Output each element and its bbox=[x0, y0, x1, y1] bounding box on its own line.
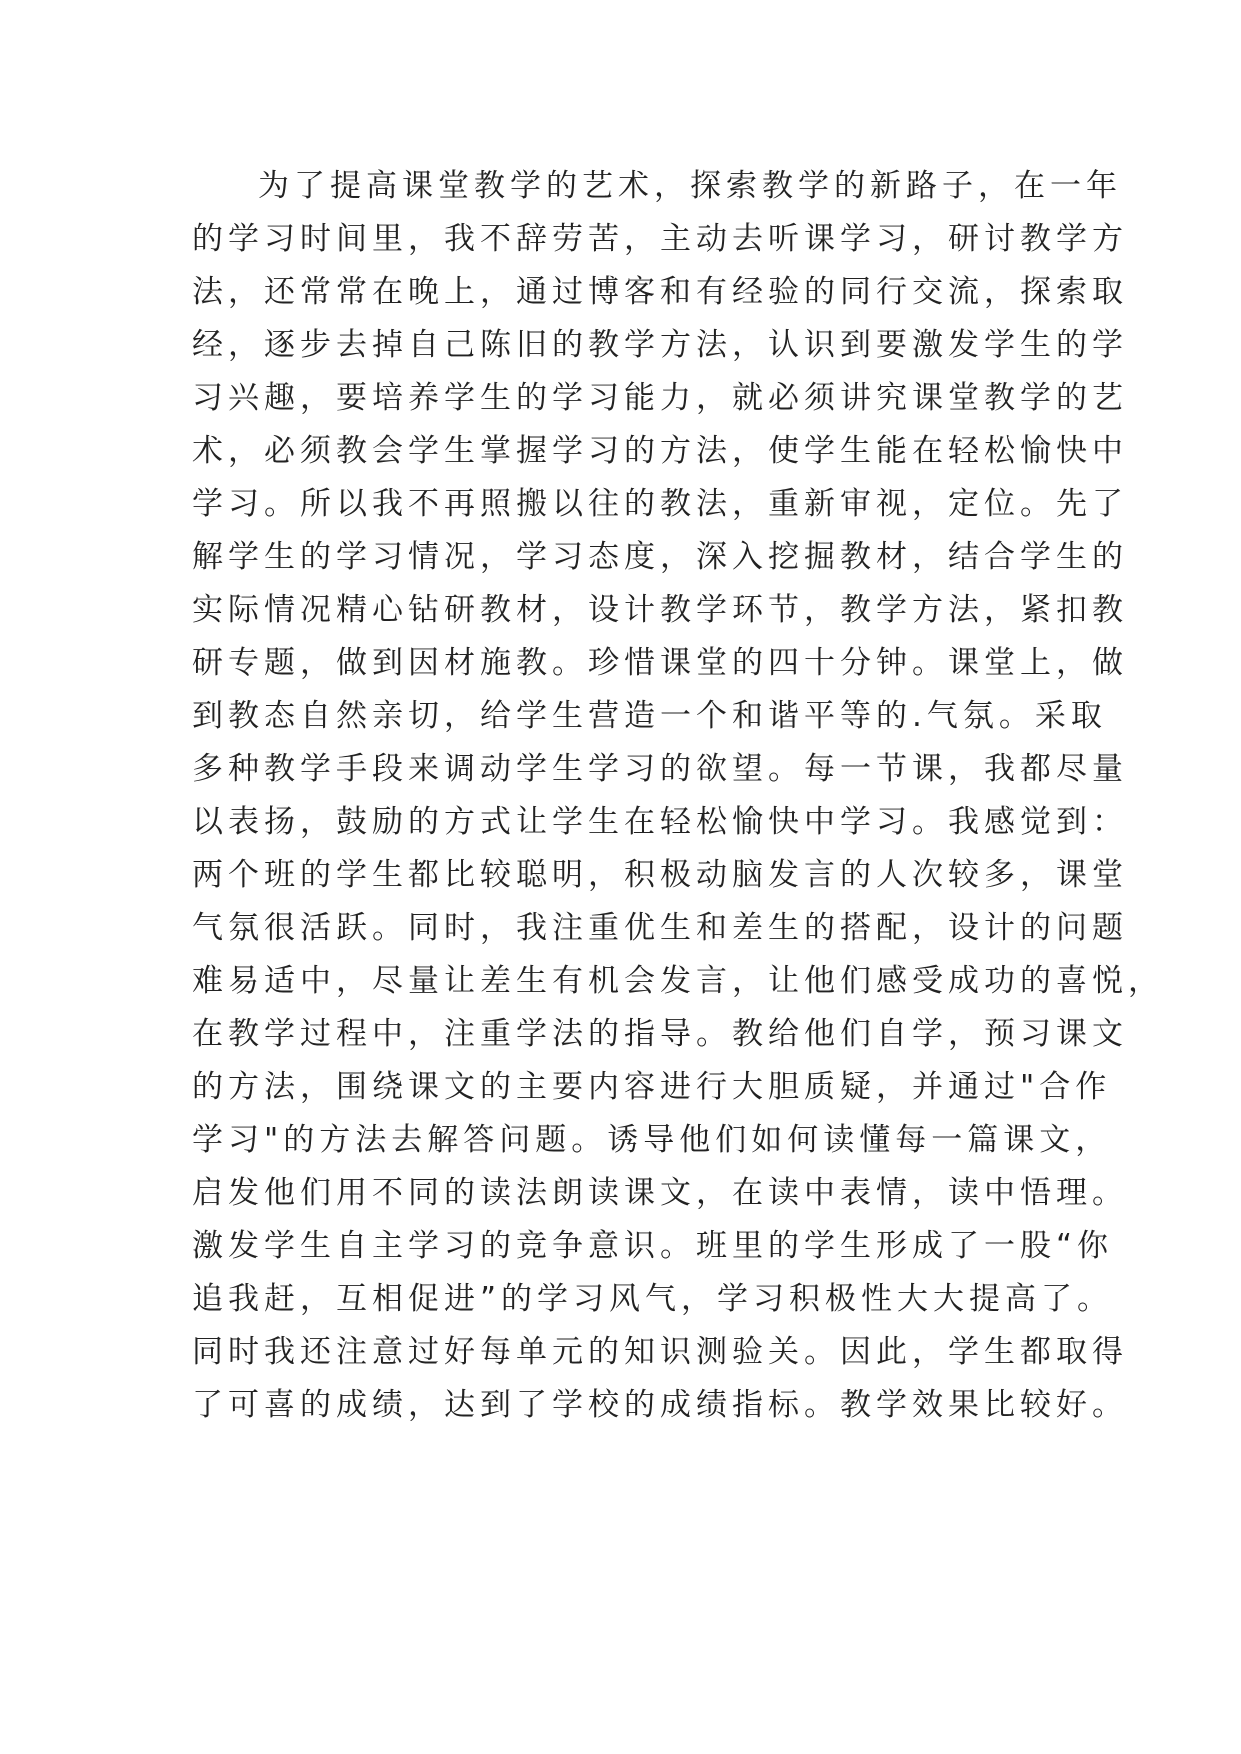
text-line: 多种教学手段来调动学生学习的欲望。每一节课，我都尽量 bbox=[192, 751, 1128, 787]
text-line: 学习。所以我不再照搬以往的教法，重新审视，定位。先了 bbox=[192, 486, 1128, 522]
text-line: 经，逐步去掉自己陈旧的教学方法，认识到要激发学生的学 bbox=[192, 327, 1128, 363]
text-line: 为了提高课堂教学的艺术，探索教学的新路子，在一年 bbox=[258, 168, 1122, 204]
text-line: 解学生的学习情况，学习态度，深入挖掘教材，结合学生的 bbox=[192, 539, 1128, 575]
text-line: 激发学生自主学习的竞争意识。班里的学生形成了一股“你 bbox=[192, 1228, 1114, 1264]
text-line: 的学习时间里，我不辞劳苦，主动去听课学习，研讨教学方 bbox=[192, 221, 1128, 257]
text-line: 难易适中，尽量让差生有机会发言，让他们感受成功的喜悦， bbox=[192, 963, 1164, 999]
text-line: 气氛很活跃。同时，我注重优生和差生的搭配，设计的问题 bbox=[192, 910, 1128, 946]
text-line: 研专题，做到因材施教。珍惜课堂的四十分钟。课堂上，做 bbox=[192, 645, 1128, 681]
text-line: 了可喜的成绩，达到了学校的成绩指标。教学效果比较好。 bbox=[192, 1387, 1128, 1423]
text-line: 学习"的方法去解答问题。诱导他们如何读懂每一篇课文， bbox=[192, 1122, 1112, 1158]
text-line: 法，还常常在晚上，通过博客和有经验的同行交流，探索取 bbox=[192, 274, 1128, 310]
text-line: 追我赶，互相促进”的学习风气，学习积极性大大提高了。 bbox=[192, 1281, 1114, 1317]
text-line: 术，必须教会学生掌握学习的方法，使学生能在轻松愉快中 bbox=[192, 433, 1128, 469]
body-paragraph bbox=[192, 160, 1164, 1432]
text-line: 实际情况精心钻研教材，设计教学环节，教学方法，紧扣教 bbox=[192, 592, 1128, 628]
text-line: 两个班的学生都比较聪明，积极动脑发言的人次较多，课堂 bbox=[192, 857, 1128, 893]
text-line: 以表扬，鼓励的方式让学生在轻松愉快中学习。我感觉到： bbox=[192, 804, 1128, 840]
text-line: 的方法，围绕课文的主要内容进行大胆质疑，并通过"合作 bbox=[192, 1069, 1112, 1105]
text-line: 习兴趣，要培养学生的学习能力，就必须讲究课堂教学的艺 bbox=[192, 380, 1128, 416]
text-line: 在教学过程中，注重学法的指导。教给他们自学，预习课文 bbox=[192, 1016, 1128, 1052]
text-line: 同时我还注意过好每单元的知识测验关。因此，学生都取得 bbox=[192, 1334, 1128, 1370]
text-line: 到教态自然亲切，给学生营造一个和谐平等的.气氛。采取 bbox=[192, 698, 1107, 734]
text-line: 启发他们用不同的读法朗读课文，在读中表情，读中悟理。 bbox=[192, 1175, 1128, 1211]
